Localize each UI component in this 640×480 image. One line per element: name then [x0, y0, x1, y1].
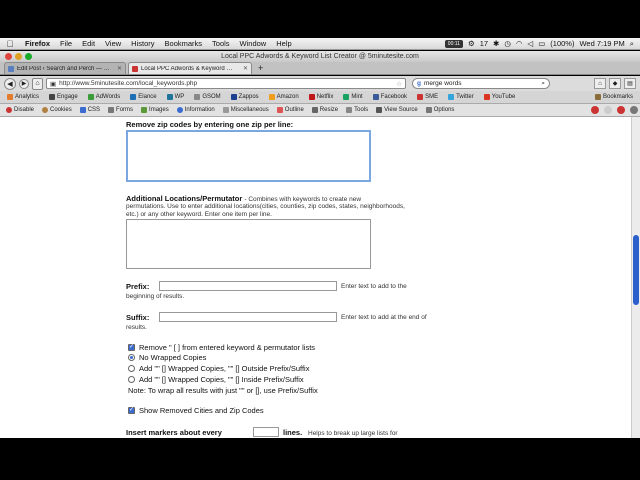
dev-resize[interactable] [308, 107, 342, 113]
home-button-icon[interactable]: ⌂ [594, 78, 606, 89]
tab-edit-post[interactable] [4, 62, 126, 74]
dev-outline[interactable] [273, 107, 308, 113]
prefix-help-2: beginning of results. [126, 293, 185, 300]
markers-lines: lines. [283, 428, 303, 437]
tab-label: Local PPC Adwords & Keyword … [141, 65, 233, 72]
dev-tools[interactable] [342, 107, 372, 113]
menu-bookmarks[interactable]: Bookmarks [164, 39, 203, 48]
dev-cookies[interactable] [38, 107, 76, 113]
search-icon[interactable]: ⌕ [541, 79, 545, 87]
permutator-desc-2: permutations. Use to enter additional locations(cities, counties, zip codes, states, neighborhoods, [126, 203, 405, 210]
misc-icon [223, 107, 229, 113]
prefix-label: Prefix: [126, 282, 150, 291]
sme-icon [417, 94, 423, 100]
zip-codes-textarea[interactable] [126, 130, 371, 182]
suffix-input[interactable] [159, 312, 337, 322]
wordpress-icon [167, 94, 173, 100]
menu-firefox[interactable]: Firefox [25, 39, 51, 48]
bookmark-label: AdWords [95, 94, 121, 100]
url-text: http://www.5minutesite.com/local_keywords.php [59, 80, 198, 87]
dev-label: Information [184, 107, 215, 113]
extension-icon[interactable]: ◆ [609, 78, 621, 89]
dev-options[interactable] [422, 107, 459, 113]
source-icon [376, 107, 382, 113]
elance-icon [130, 94, 136, 100]
outside-wrapped-option[interactable] [128, 364, 309, 373]
menubar-status-area [445, 39, 640, 49]
video-letterbox-top [0, 0, 640, 38]
bookmark-elance[interactable] [125, 94, 161, 100]
video-letterbox-bottom [0, 438, 640, 480]
dev-label: Forms [116, 107, 134, 113]
menu-history[interactable]: History [131, 39, 155, 48]
bookmark-gsom[interactable] [189, 94, 225, 100]
gsom-icon [194, 94, 200, 100]
bookmark-label: Zappos [238, 94, 259, 100]
dev-label: Images [149, 107, 169, 113]
notification-count[interactable]: 17 [479, 39, 489, 48]
markers-help: Helps to break up large lists for [308, 430, 398, 437]
gear-icon[interactable]: ⚙ [467, 39, 475, 48]
bookmark-zappos[interactable] [226, 94, 264, 100]
suffix-label: Suffix: [126, 313, 150, 322]
bookmark-star-icon[interactable]: ☆ [396, 80, 402, 88]
permutator-desc-3: etc.) or any other keyword. Enter one item per line. [126, 211, 272, 218]
bookmark-facebook[interactable] [368, 94, 412, 100]
bookmark-label: Elance [138, 94, 157, 100]
bookmark-label: Twitter [456, 94, 474, 100]
home-icon[interactable]: ⌂ [32, 78, 43, 90]
engage-icon [49, 94, 55, 100]
bookmark-label: Mint [351, 94, 363, 100]
bookmark-label: Amazon [276, 94, 299, 100]
css-error-icon[interactable] [617, 106, 625, 114]
tab-label: Edit Post ‹ Search and Perch — … [17, 65, 110, 72]
prefix-help: Enter text to add to the [341, 283, 407, 290]
menubar-clock[interactable]: Wed 7:19 PM [579, 39, 625, 48]
dev-information[interactable] [173, 107, 219, 113]
wrap-note: Note: To wrap all results with just "" or [], use Prefix/Suffix [128, 386, 318, 395]
menu-view[interactable]: View [105, 39, 122, 48]
bookmark-label: WP [174, 94, 185, 100]
cookie-icon [42, 107, 48, 113]
dev-css[interactable] [76, 107, 104, 113]
bookmark-amazon[interactable] [264, 94, 304, 100]
option-label: Add "" [] Wrapped Copies, "" [] Outside Prefix/Suffix [139, 364, 310, 373]
inside-wrapped-option[interactable] [128, 375, 304, 384]
zoom-window-icon[interactable] [25, 53, 32, 60]
dev-disable[interactable] [2, 107, 38, 113]
dev-label: View Source [384, 107, 418, 113]
bookmark-label: Engage [57, 94, 78, 100]
bookmark-adwords[interactable] [83, 94, 126, 100]
bookmark-label: GSOM [202, 94, 221, 100]
apple-icon[interactable] [0, 39, 20, 49]
mac-menubar [0, 38, 640, 50]
window-titlebar [0, 51, 640, 62]
bookmark-label: Netflix [316, 94, 334, 100]
bookmark-label: SME [425, 94, 439, 100]
dev-label: CSS [87, 107, 101, 113]
tab-local-ppc[interactable] [128, 62, 252, 74]
bookmark-twitter[interactable] [443, 94, 479, 100]
suffix-help: Enter text to add at the end of [341, 314, 427, 321]
suffix-help-2: results. [126, 324, 147, 331]
new-tab-icon[interactable]: + [258, 63, 264, 73]
facebook-icon [373, 94, 379, 100]
menu-window[interactable]: Window [239, 39, 267, 48]
menu-file[interactable]: File [60, 39, 73, 48]
search-box[interactable] [412, 78, 550, 89]
forward-arrow-icon[interactable]: ▶ [19, 79, 29, 89]
show-removed-checkbox[interactable] [128, 407, 135, 414]
bookmarks-menu-button[interactable] [590, 94, 638, 100]
scrollbar-thumb[interactable] [633, 235, 639, 305]
dev-label: Cookies [50, 107, 72, 113]
outside-wrapped-radio[interactable] [128, 365, 135, 372]
adwords-icon [88, 94, 94, 100]
navigation-toolbar [0, 76, 640, 91]
option-label: Remove " [ ] from entered keyword & permutator lists [139, 343, 316, 352]
zip-remove-label: Remove zip codes by entering one zip per line: [126, 120, 294, 129]
dev-label: Disable [14, 107, 35, 113]
zappos-icon [231, 94, 237, 100]
tools-icon [346, 107, 352, 113]
page-content [0, 117, 631, 438]
markers-label: Insert markers about every [126, 428, 222, 437]
no-wrapped-option[interactable] [128, 353, 206, 362]
bookmark-label: Bookmarks [602, 94, 633, 100]
disable-icon [6, 107, 12, 113]
amazon-icon [269, 94, 275, 100]
permutator-textarea[interactable] [126, 219, 371, 269]
analytics-icon [7, 94, 13, 100]
minimize-window-icon[interactable] [15, 53, 22, 60]
dev-miscellaneous[interactable] [219, 107, 273, 113]
prefix-input[interactable] [159, 281, 337, 291]
page-scrollbar[interactable] [631, 117, 640, 438]
option-label: Show Removed Cities and Zip Codes [139, 406, 264, 415]
clock-icon[interactable]: ◷ [504, 39, 511, 48]
bookmark-analytics[interactable] [2, 94, 44, 100]
remove-brackets-option[interactable] [128, 343, 315, 352]
option-label: No Wrapped Copies [139, 353, 207, 362]
forms-icon [108, 107, 114, 113]
dev-images[interactable] [137, 107, 173, 113]
reader-icon[interactable]: ▤ [624, 78, 636, 89]
window-controls [5, 53, 32, 60]
bookmark-engage[interactable] [44, 94, 83, 100]
tab-bar [0, 62, 640, 75]
bookmark-netflix[interactable] [304, 94, 339, 100]
resize-icon [312, 107, 318, 113]
google-icon: g [417, 80, 421, 87]
volume-icon[interactable]: ◁ [527, 39, 534, 48]
css-icon [80, 107, 86, 113]
web-developer-toolbar [0, 104, 640, 117]
info-icon [177, 107, 183, 113]
toolbar-buttons [594, 78, 636, 89]
battery-percent: (100%) [550, 39, 575, 48]
dev-label: Resize [319, 107, 339, 113]
option-label: Add "" [] Wrapped Copies, "" [] Inside Prefix/Suffix [139, 375, 304, 384]
bluetooth-icon[interactable]: ✱ [493, 39, 500, 48]
inside-wrapped-radio[interactable] [128, 376, 135, 383]
spotlight-icon[interactable]: ⌕ [629, 38, 634, 48]
bookmark-youtube[interactable] [479, 94, 521, 100]
close-tab-icon[interactable]: ✕ [242, 66, 248, 72]
youtube-icon [484, 94, 490, 100]
mint-icon [343, 94, 349, 100]
dev-label: Tools [354, 107, 369, 113]
dev-status-icons [591, 106, 638, 114]
close-window-icon[interactable] [5, 53, 12, 60]
url-bar[interactable] [46, 78, 406, 89]
dev-label: Miscellaneous [230, 107, 269, 113]
site-identity-icon[interactable]: ▣ [50, 80, 57, 88]
warning-status-icon[interactable] [604, 106, 612, 114]
error-status-icon[interactable] [591, 106, 599, 114]
bookmark-label: Facebook [380, 94, 408, 100]
wifi-icon[interactable]: ◠ [515, 39, 523, 48]
images-icon [141, 107, 147, 113]
options-icon [426, 107, 432, 113]
bookmark-wp[interactable] [162, 94, 190, 100]
permutator-desc-1: - Combines with keywords to create new [244, 196, 362, 203]
menu-tools[interactable]: Tools [212, 39, 230, 48]
bookmark-mint[interactable] [338, 94, 367, 100]
dev-label: Options [433, 107, 455, 113]
back-arrow-icon[interactable]: ◀ [4, 78, 16, 90]
no-wrapped-radio[interactable] [128, 354, 135, 361]
close-tab-icon[interactable]: ✕ [116, 66, 122, 72]
markers-input[interactable] [253, 427, 279, 437]
show-removed-option[interactable] [128, 406, 264, 415]
outline-icon [277, 107, 283, 113]
remove-brackets-checkbox[interactable] [128, 344, 135, 351]
battery-icon[interactable]: ▭ [538, 39, 546, 48]
wordpress-favicon-icon [8, 66, 14, 72]
dev-label: Outline [284, 107, 304, 113]
bookmark-sme[interactable] [412, 94, 443, 100]
bookmark-label: Analytics [15, 94, 40, 100]
menu-help[interactable]: Help [276, 39, 292, 48]
recording-badge[interactable]: 00:11 [445, 40, 463, 48]
dev-view-source[interactable] [372, 107, 422, 113]
bookmarks-toolbar [0, 91, 640, 104]
close-toolbar-icon[interactable] [630, 106, 638, 114]
window-title: Local PPC Adwords & Keyword List Creator @ 5minutesite.com [221, 53, 419, 60]
twitter-icon [448, 94, 454, 100]
site-favicon-icon [132, 66, 138, 72]
bookmark-label: YouTube [491, 94, 516, 100]
menu-edit[interactable]: Edit [82, 39, 96, 48]
netflix-icon [309, 94, 315, 100]
dev-forms[interactable] [104, 107, 137, 113]
search-query: merge words [423, 80, 462, 87]
bookmarks-folder-icon [595, 94, 601, 100]
permutator-title: Additional Locations/Permutator [126, 194, 243, 203]
